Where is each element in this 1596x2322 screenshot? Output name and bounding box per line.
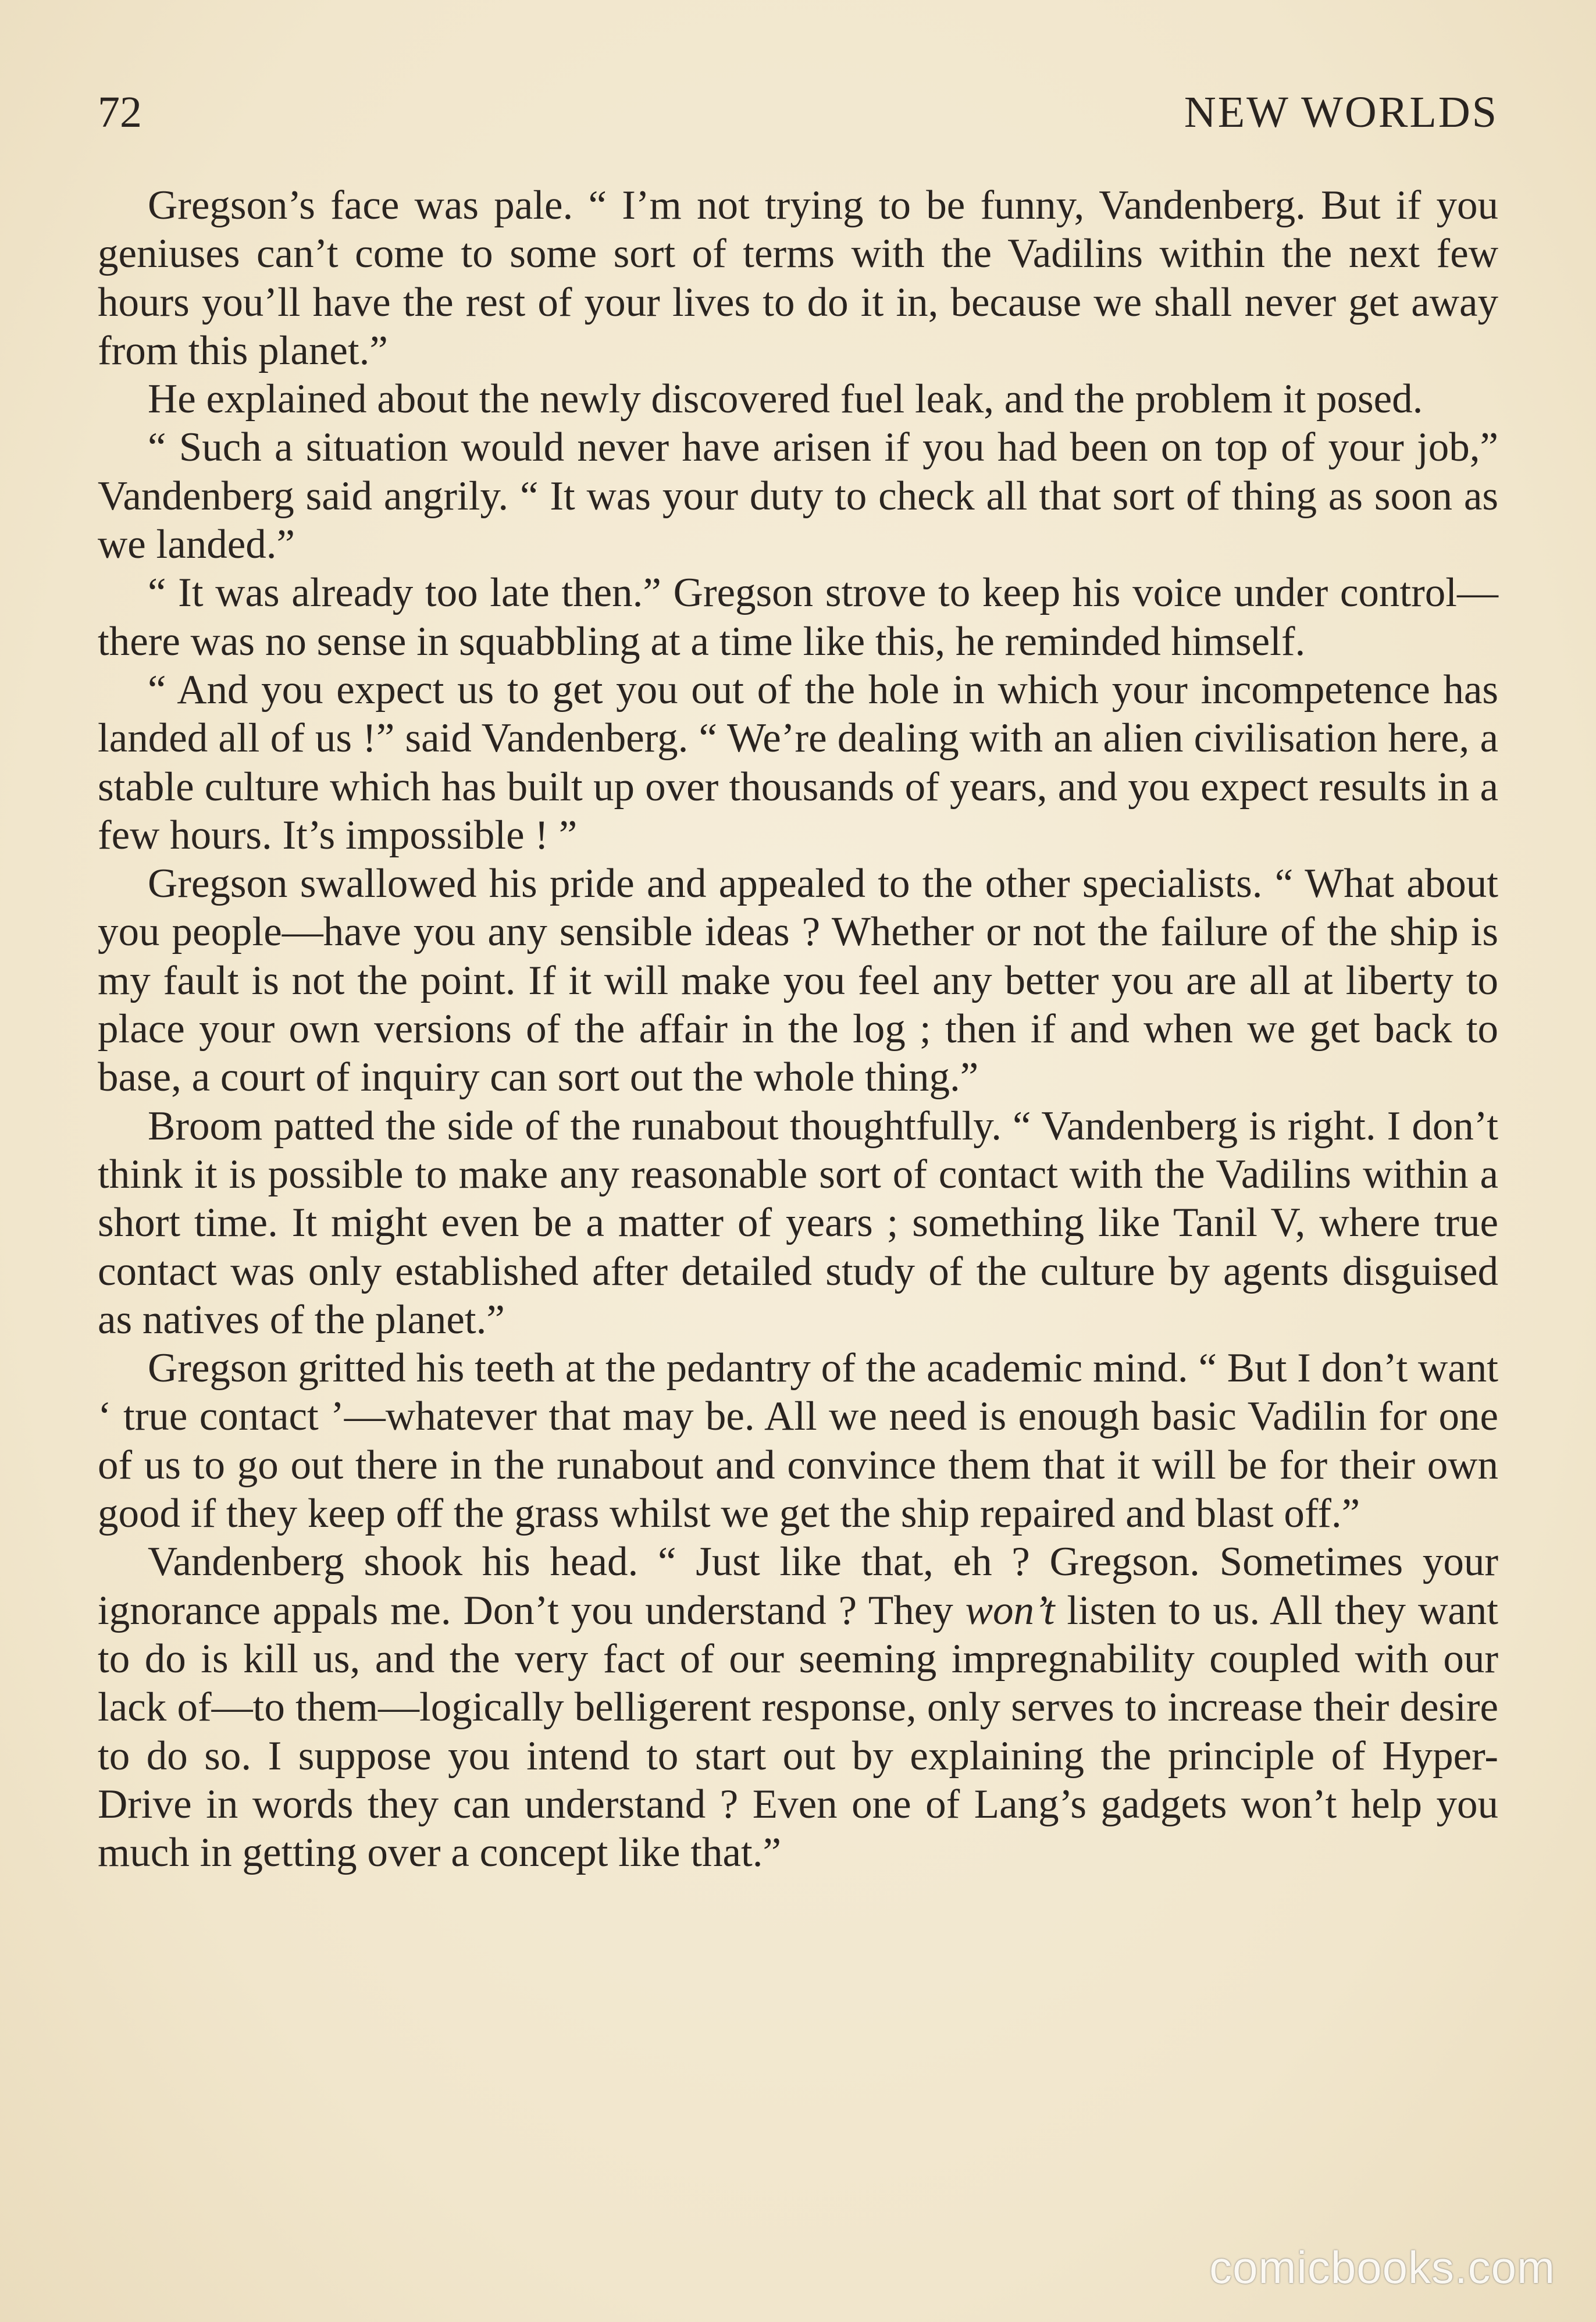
story-text xyxy=(98,181,1498,1877)
paragraph: Gregson gritted his teeth at the pedantry of the academic mind. “ But I don’t want ‘ true contact ’—whatever that may be. All we need is enough basic Vadilin for one of us to go out there in the runabout and convince them that it will be for their own good if they keep off the grass whilst we get the ship repaired and blast off.” xyxy=(98,1345,1498,1537)
page-header xyxy=(98,87,1498,151)
paragraph: Gregson swallowed his pride and appealed to the other specialists. “ What about you people—have you any sensible ideas ? Whether or not the failure of the ship is my fault is not the point. If it will make you feel any better you are all at liberty to place your own versions of the affair in the log ; then if and when we get back to base, a court of inquiry can sort out the whole thing.” xyxy=(98,861,1498,1101)
watermark-logo: comicbooks.com xyxy=(1209,2242,1555,2293)
page-number: 72 xyxy=(98,88,142,137)
paragraph: “ Such a situation would never have arisen if you had been on top of your job,” Vandenberg said angrily. “ It was your duty to check all that sort of thing as soon as we landed.” xyxy=(98,425,1498,568)
paragraph-text: Vandenberg shook his head. “ Just like that, eh ? Gregson. Sometimes your ignorance appals me. Don’t you understand ? They xyxy=(98,1539,1498,1633)
paragraph-text: listen to us. All they want to do is kill us, and the very fact of our seeming impregnability coupled with our lack of—to them—logically belligerent response, only serves to increase their desire to do so. I suppose you intend to start out by explaining the principle of Hyper-Drive in words they can understand ? Even one of Lang’s gadgets won’t help you much in getting over a concept like that.” xyxy=(98,1587,1498,1876)
paragraph: Broom patted the side of the runabout thoughtfully. “ Vandenberg is right. I don’t think it is possible to make any reasonable sort of contact with the Vadilins within a short time. It might even be a matter of years ; something like Tanil V, where true contact was only established after detailed study of the culture by agents disguised as natives of the planet.” xyxy=(98,1103,1498,1342)
paragraph: He explained about the newly discovered fuel leak, and the problem it posed. xyxy=(148,376,1423,422)
paragraph: “ It was already too late then.” Gregson strove to keep his voice under control—there was no sense in squabbling at a time like this, he reminded himself. xyxy=(98,570,1498,664)
paragraph: Gregson’s face was pale. “ I’m not trying to be funny, Vandenberg. But if you geniuses can’t come to some sort of terms with the Vadilins within the next few hours you’ll have the rest of your lives to do it in, because we shall never get away from this planet.” xyxy=(98,183,1498,373)
running-head: NEW WORLDS xyxy=(1184,88,1498,137)
emphasized-word: won’t xyxy=(965,1587,1055,1633)
paragraph: “ And you expect us to get you out of the hole in which your incompetence has landed all of us !” said Vandenberg. “ We’re dealing with an alien civilisation here, a stable culture which has built up over thousands of years, and you expect results in a few hours. It’s impossible ! ” xyxy=(98,667,1498,858)
paragraph-final xyxy=(98,1538,1498,1877)
